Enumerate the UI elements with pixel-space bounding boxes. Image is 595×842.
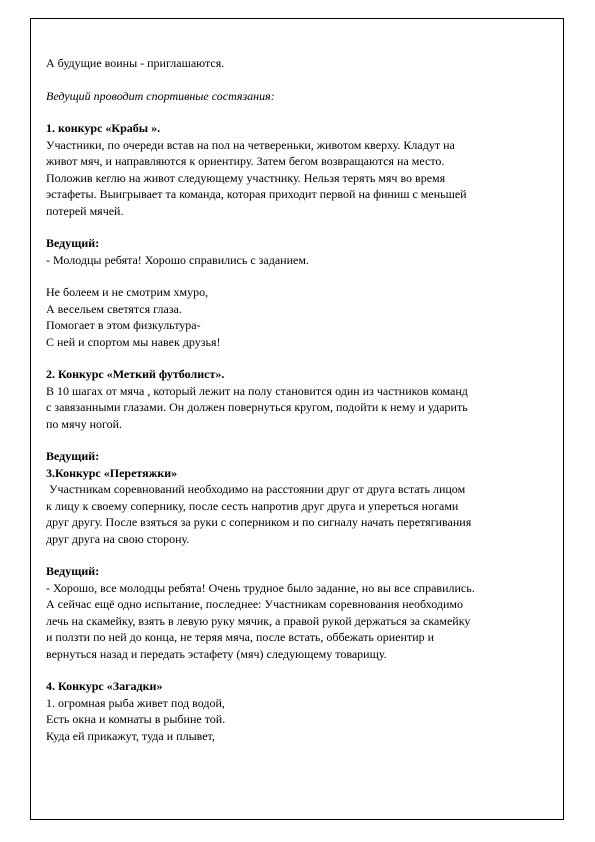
contest-1-title: 1. конкурс «Крабы ». [46, 121, 161, 135]
contest-1-line: эстафеты. Выигрывает та команда, которая приходит первой на финиш с меньшей [46, 187, 467, 201]
host-action-line: Ведущий проводит спортивные состязания: [46, 88, 275, 103]
contest-2-line: В 10 шагах от мяча , который лежит на полу становится один из частников команд [46, 383, 468, 398]
host-1-speaker: Ведущий: [46, 236, 100, 250]
riddle-line: 1. огромная рыба живет под водой, [46, 695, 225, 710]
host-3-line: А сейчас ещё одно испытание, последнее: Участникам соревнования необходимо [46, 597, 463, 611]
contest-3-line: к лицу к своему сопернику, после сесть напротив друг друга и упереться ногами [46, 498, 459, 513]
host-3-speaker: Ведущий: [46, 564, 100, 578]
contest-3-line: друг друга на свою сторону. [46, 531, 190, 546]
contest-3-title: 3.Конкурс «Перетяжки» [46, 465, 178, 480]
riddle-line: Есть окна и комнаты в рыбине той. [46, 712, 226, 726]
contest-1-line: Положив кеглю на живот следующему участнику. Нельзя терять мяч во время [46, 170, 446, 185]
host-3-line: - Хорошо, все молодцы ребята! Очень трудное было задание, но вы все справились. [46, 580, 475, 595]
host-1-section [46, 235, 551, 268]
host-3-line: лечь на скамейку, взять в левую руку мячик, а правой рукой держаться за скамейку [46, 613, 471, 628]
contest-1-section [46, 120, 551, 219]
contest-3-line: Участникам соревнований необходимо на расстоянии друг от друга встать лицом [46, 482, 466, 496]
contest-2-section [46, 366, 551, 432]
poem-line: Помогает в этом физкультура- [46, 318, 201, 332]
host-1-line: - Молодцы ребята! Хорошо справились с заданием. [46, 252, 309, 267]
contest-2-line: по мячу ногой. [46, 416, 123, 431]
host-3-section [46, 563, 551, 662]
contest-4-section [46, 678, 551, 744]
riddle-line: Куда ей прикажут, туда и плывет, [46, 728, 215, 743]
contest-1-line: потерей мячей. [46, 203, 124, 218]
poem-line: А весельем светятся глаза. [46, 301, 182, 316]
host-3-line: и ползти по ней до конца, не теряя мяча, после встать, оббежать ориентир и [46, 630, 435, 644]
contest-1-line: живот мяч, и направляются к ориентиру. Затем бегом возвращаются на место. [46, 154, 445, 168]
host-3-line: вернуться назад и передать эстафету (мяч) следующему товарищу. [46, 646, 387, 661]
contest-3-line: друг другу. После взяться за руки с соперником и по сигналу начать перетягивания [46, 515, 472, 529]
poem-line: Не болеем и не смотрим хмуро, [46, 285, 209, 299]
contest-3-section [46, 448, 551, 547]
contest-4-title: 4. Конкурс «Загадки» [46, 679, 163, 693]
poem [46, 284, 551, 350]
document-body [46, 55, 551, 744]
host-2-speaker: Ведущий: [46, 449, 100, 463]
intro-line: А будущие воины - приглашаются. [46, 56, 225, 70]
contest-2-title: 2. Конкурс «Меткий футболист». [46, 367, 225, 381]
poem-line: С ней и спортом мы навек друзья! [46, 334, 221, 349]
contest-2-line: с завязанными глазами. Он должен повернуться кругом, подойти к нему и ударить [46, 400, 468, 414]
contest-1-line: Участники, по очереди встав на пол на четвереньки, животом кверху. Кладут на [46, 137, 455, 152]
